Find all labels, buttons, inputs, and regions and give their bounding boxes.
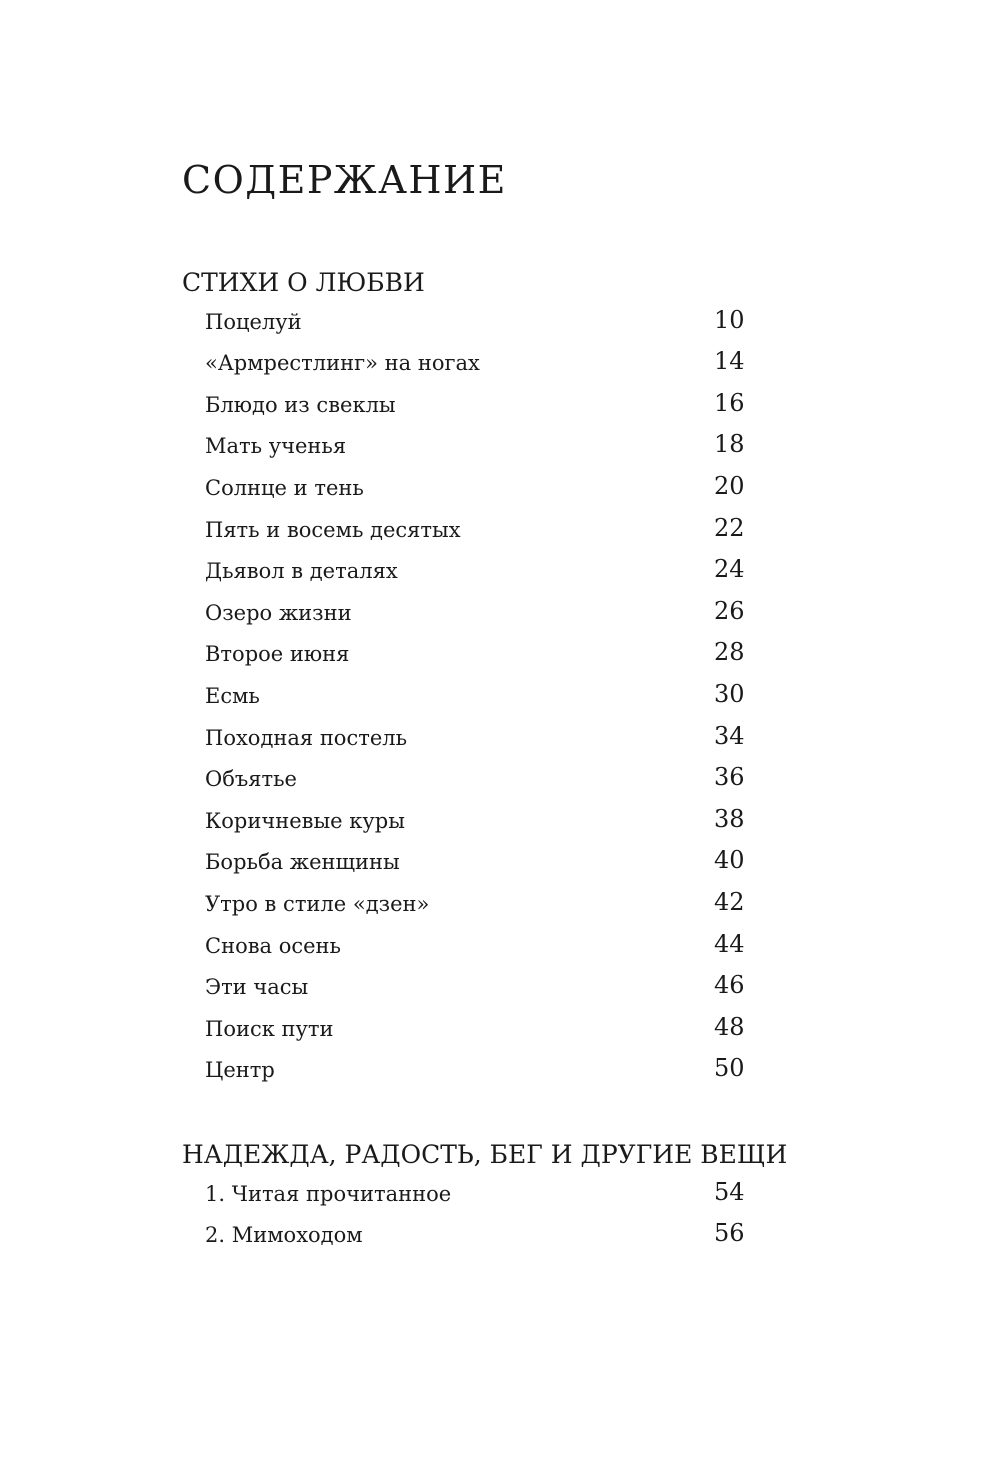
toc-entry[interactable]	[182, 1212, 782, 1254]
toc-entry-page: 30	[714, 679, 745, 708]
toc-entry-page: 22	[714, 513, 745, 542]
toc-entry[interactable]	[182, 839, 782, 881]
toc-entry[interactable]	[182, 714, 782, 756]
toc-entry-page: 42	[714, 887, 745, 916]
toc-entry-page: 40	[714, 846, 745, 875]
page-title: СОДЕРЖАНИЕ	[182, 158, 507, 202]
toc-entry-title: Борьба женщины	[205, 850, 400, 875]
toc-entry-title: Солнце и тень	[205, 475, 364, 500]
toc-entry-page: 14	[714, 347, 745, 376]
toc-entry[interactable]	[182, 964, 782, 1006]
toc-entry[interactable]	[182, 1047, 782, 1089]
toc-entry-title: Коричневые куры	[205, 808, 405, 833]
toc-entry-title: Второе июня	[205, 642, 350, 667]
section-heading: СТИХИ О ЛЮБВИ	[182, 268, 425, 297]
toc-entry[interactable]	[182, 1170, 782, 1212]
toc-entry-title: Центр	[205, 1058, 275, 1083]
toc-entry[interactable]	[182, 922, 782, 964]
toc-entry-title: «Армрестлинг» на ногах	[205, 351, 480, 376]
toc-entry-page: 46	[714, 971, 745, 1000]
toc-entry[interactable]	[182, 464, 782, 506]
toc-list	[182, 1170, 782, 1253]
toc-entry[interactable]	[182, 1005, 782, 1047]
toc-entry-page: 10	[714, 305, 745, 334]
toc-entry-title: 1. Читая прочитанное	[205, 1181, 452, 1206]
toc-entry[interactable]	[182, 506, 782, 548]
toc-entry-page: 20	[714, 471, 745, 500]
toc-entry-title: Походная постель	[205, 725, 408, 750]
toc-entry[interactable]	[182, 381, 782, 423]
toc-entry-title: Мать ученья	[205, 434, 347, 459]
toc-entry-page: 26	[714, 596, 745, 625]
toc-entry-title: Снова осень	[205, 933, 341, 958]
toc-entry[interactable]	[182, 423, 782, 465]
toc-entry-title: Эти часы	[205, 975, 309, 1000]
toc-entry-title: Поиск пути	[205, 1016, 334, 1041]
toc-entry[interactable]	[182, 797, 782, 839]
toc-entry-page: 44	[714, 929, 745, 958]
toc-entry-page: 54	[714, 1177, 745, 1206]
toc-entry[interactable]	[182, 589, 782, 631]
toc-entry-page: 16	[714, 388, 745, 417]
toc-entry[interactable]	[182, 548, 782, 590]
toc-entry-title: Утро в стиле «дзен»	[205, 891, 430, 916]
section-heading: НАДЕЖДА, РАДОСТЬ, БЕГ И ДРУГИЕ ВЕЩИ	[182, 1140, 788, 1169]
toc-entry[interactable]	[182, 340, 782, 382]
toc-entry-title: Объятье	[205, 767, 297, 792]
toc-entry[interactable]	[182, 631, 782, 673]
toc-entry[interactable]	[182, 298, 782, 340]
toc-entry-page: 48	[714, 1012, 745, 1041]
toc-entry-page: 38	[714, 804, 745, 833]
toc-entry-title: Озеро жизни	[205, 600, 352, 625]
toc-entry-title: 2. Мимоходом	[205, 1223, 363, 1248]
toc-entry-title: Дьявол в деталях	[205, 559, 398, 584]
toc-entry-page: 28	[714, 638, 745, 667]
toc-entry-page: 18	[714, 430, 745, 459]
toc-section-hope-joy	[182, 1140, 788, 1253]
toc-entry-page: 50	[714, 1054, 745, 1083]
toc-entry-page: 56	[714, 1219, 745, 1248]
toc-entry-title: Есмь	[205, 683, 260, 708]
toc-entry[interactable]	[182, 672, 782, 714]
toc-entry-page: 36	[714, 763, 745, 792]
toc-entry-title: Пять и восемь десятых	[205, 517, 461, 542]
toc-entry[interactable]	[182, 756, 782, 798]
toc-entry-page: 34	[714, 721, 745, 750]
toc-entry-page: 24	[714, 555, 745, 584]
toc-list	[182, 298, 782, 1088]
toc-section-love-poems	[182, 268, 782, 1088]
toc-entry-title: Поцелуй	[205, 309, 302, 334]
toc-entry-title: Блюдо из свеклы	[205, 392, 396, 417]
toc-entry[interactable]	[182, 880, 782, 922]
